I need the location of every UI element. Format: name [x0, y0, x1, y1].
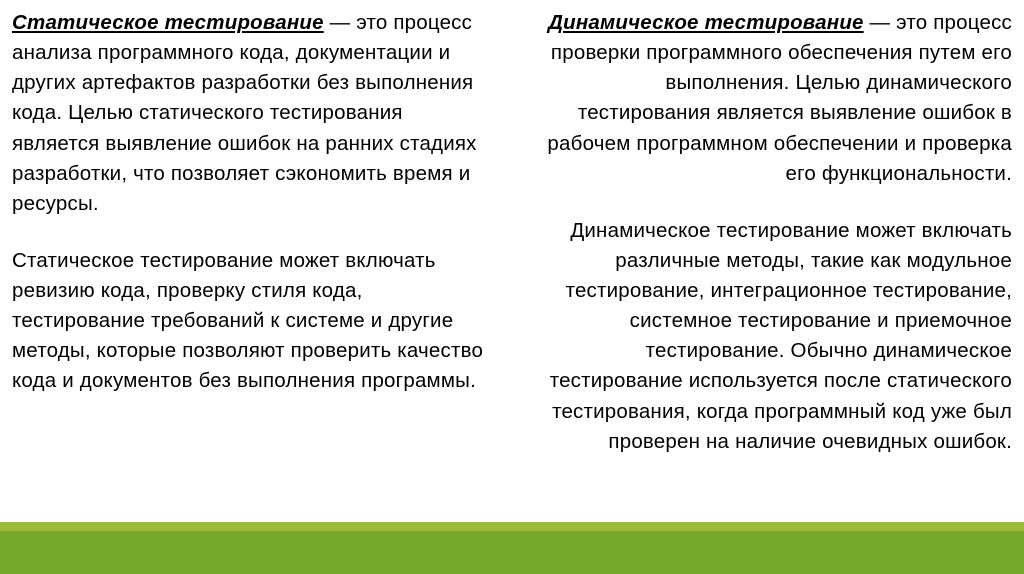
dynamic-testing-definition-paragraph	[534, 8, 1012, 189]
right-column	[512, 8, 1012, 457]
static-testing-definition-body: — это процесс анализа программного кода, документации и других артефактов разработки без выполнения кода. Целью статического тестирования является выявление ошибок на ранних стадиях разработки, что позволяет сэкономить время и ресурсы.	[12, 11, 477, 215]
dynamic-testing-definition-body: — это процесс проверки программного обеспечения путем его выполнения. Целью динамического тестирования является выявление ошибок в рабочем программном обеспечении и проверка его функциональности.	[547, 11, 1012, 185]
dynamic-testing-methods-paragraph: Динамическое тестирование может включать различные методы, такие как модульное тестирование, интеграционное тестирование, системное тестирование и приемочное тестирование. Обычно динамическое тестирование используется после статического тестирования, когда программный код уже был проверен на наличие очевидных ошибок.	[549, 218, 1012, 453]
left-column	[12, 8, 512, 457]
static-testing-term: Статическое тестирование	[12, 11, 324, 34]
dynamic-testing-term: Динамическое тестирование	[548, 11, 864, 34]
static-testing-definition-paragraph	[12, 8, 490, 219]
footer-dark-stripe	[0, 531, 1024, 574]
footer-light-stripe	[0, 522, 1024, 531]
static-testing-methods-paragraph: Статическое тестирование может включать ревизию кода, проверку стиля кода, тестирование требований к системе и другие методы, которые позволяют проверить качество кода и документов без выполнения программы.	[12, 248, 484, 393]
footer-decoration-bar	[0, 522, 1024, 574]
